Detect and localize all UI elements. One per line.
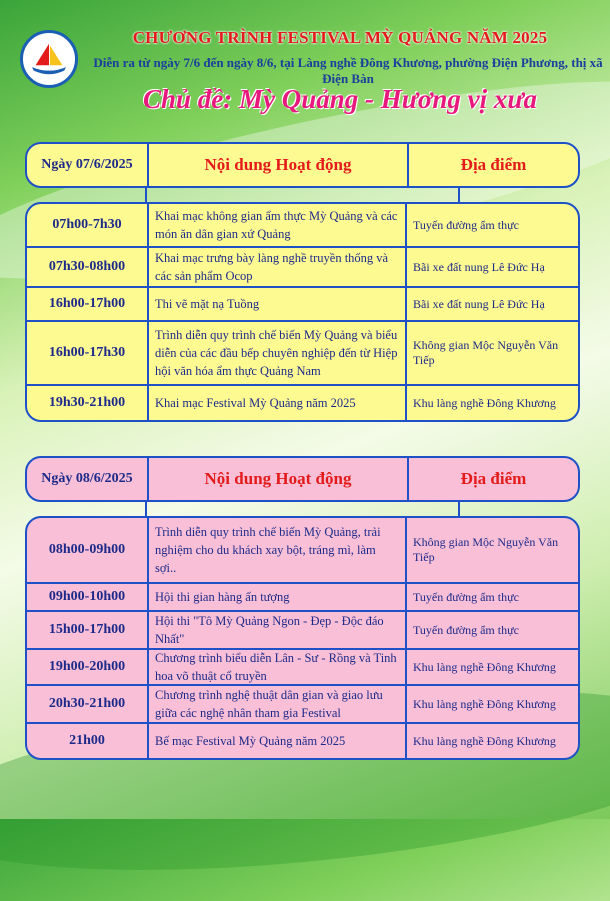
table-row <box>27 722 578 758</box>
table-row <box>27 204 578 246</box>
header <box>0 0 610 140</box>
row-location: Khu làng nghề Đông Khương <box>405 386 578 420</box>
row-activity: Thi vẽ mặt nạ Tuồng <box>147 288 405 320</box>
row-location: Bãi xe đất nung Lê Đức Hạ <box>405 288 578 320</box>
connector <box>145 502 460 516</box>
table-row <box>27 518 578 582</box>
row-time: 09h00-10h00 <box>48 589 126 604</box>
day1-date: Ngày 07/6/2025 <box>41 157 133 172</box>
row-activity: Chương trình nghệ thuật dân gian và giao lưu giữa các nghệ nhân tham gia Festival <box>147 686 405 722</box>
row-time: 08h00-09h00 <box>48 542 126 557</box>
table-row <box>27 286 578 320</box>
day2-schedule <box>25 456 580 760</box>
day1-col-activity: Nội dung Hoạt động <box>147 144 407 186</box>
day2-col-activity: Nội dung Hoạt động <box>147 458 407 500</box>
row-activity: Hội thi "Tô Mỳ Quảng Ngon - Đẹp - Độc đáo Nhất" <box>147 612 405 648</box>
row-time: 20h30-21h00 <box>48 696 126 711</box>
row-time: 07h00-7h30 <box>52 217 122 232</box>
day2-col-location: Địa điểm <box>407 458 578 500</box>
day1-schedule <box>25 142 580 422</box>
row-location: Khu làng nghề Đông Khương <box>405 650 578 684</box>
table-row <box>27 246 578 286</box>
row-activity: Trình diễn quy trình chế biến Mỳ Quảng và biểu diễn của các đầu bếp chuyên nghiệp đến từ Hiệp hội văn hóa ẩm thực Quảng Nam <box>147 322 405 384</box>
row-location: Tuyến đường ẩm thực <box>405 584 578 610</box>
table-row <box>27 684 578 722</box>
table-row <box>27 648 578 684</box>
row-activity: Khai mạc không gian ẩm thực Mỳ Quảng và các món ăn dân gian xứ Quảng <box>147 204 405 246</box>
connector <box>145 188 460 202</box>
row-location: Tuyến đường ẩm thực <box>405 612 578 648</box>
row-time: 07h30-08h00 <box>48 259 126 274</box>
day1-header <box>25 142 580 188</box>
table-row <box>27 384 578 420</box>
day1-col-location: Địa điểm <box>407 144 578 186</box>
row-location: Khu làng nghề Đông Khương <box>405 724 578 758</box>
program-title: CHƯƠNG TRÌNH FESTIVAL MỲ QUẢNG NĂM 2025 <box>132 28 548 47</box>
day1-table <box>25 202 580 422</box>
row-location: Khu làng nghề Đông Khương <box>405 686 578 722</box>
dien-ban-logo-icon <box>20 30 78 88</box>
row-time: 19h30-21h00 <box>48 395 126 410</box>
row-activity: Bế mạc Festival Mỳ Quảng năm 2025 <box>147 724 405 758</box>
row-time: 16h00-17h00 <box>48 296 126 311</box>
row-location: Không gian Mộc Nguyễn Văn Tiếp <box>405 322 578 384</box>
row-activity: Chương trình biểu diễn Lân - Sư - Rồng và Tinh hoa võ thuật cổ truyền <box>147 650 405 684</box>
row-time: 21h00 <box>69 733 105 748</box>
row-location: Bãi xe đất nung Lê Đức Hạ <box>405 248 578 286</box>
program-subtitle: Diễn ra từ ngày 7/6 đến ngày 8/6, tại Làng nghề Đông Khương, phường Điện Phương, thị xã Điện Bàn <box>93 55 603 86</box>
row-activity: Khai mạc Festival Mỳ Quảng năm 2025 <box>147 386 405 420</box>
day2-date: Ngày 08/6/2025 <box>41 471 133 486</box>
program-theme: Chủ đề: Mỳ Quảng - Hương vị xưa <box>142 84 538 114</box>
table-row <box>27 320 578 384</box>
row-activity: Trình diễn quy trình chế biến Mỳ Quảng, trải nghiệm cho du khách xay bột, tráng mì, làm sợi.. <box>147 518 405 582</box>
row-location: Tuyến đường ẩm thực <box>405 204 578 246</box>
row-time: 19h00-20h00 <box>48 659 126 674</box>
row-time: 15h00-17h00 <box>48 622 126 637</box>
row-activity: Hội thi gian hàng ấn tượng <box>147 584 405 610</box>
day2-header <box>25 456 580 502</box>
day2-table <box>25 516 580 760</box>
row-activity: Khai mạc trưng bày làng nghề truyền thống và các sản phẩm Ocop <box>147 248 405 286</box>
row-time: 16h00-17h30 <box>48 345 126 360</box>
table-row <box>27 582 578 610</box>
table-row <box>27 610 578 648</box>
row-location: Không gian Mộc Nguyễn Văn Tiếp <box>405 518 578 582</box>
